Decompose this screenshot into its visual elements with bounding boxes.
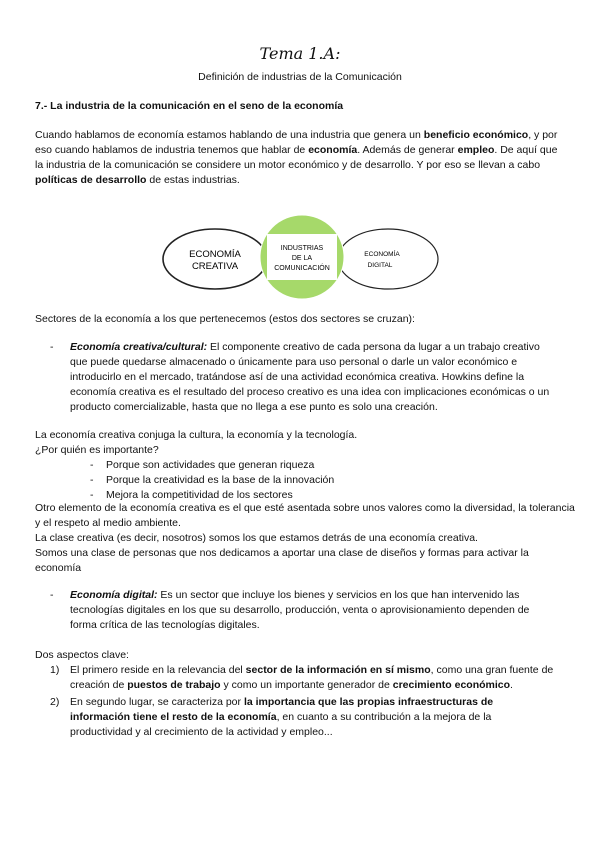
digital-economy-description: Es un sector que incluye los bienes y servicios en los que han intervenido las tecnologías digitales en los que su desarrollo, producción, venta o aprovisionamiento dependen de forma crítica de las tecnologías digitales. <box>70 589 530 631</box>
intro-bold: beneficio económico <box>423 129 529 141</box>
aspects-intro: Dos aspectos clave: <box>35 649 129 661</box>
reason-text: Porque la creatividad es la base de la innovación <box>106 474 335 486</box>
digital-economy-ellipse <box>338 229 438 289</box>
intro-bold: políticas de desarrollo <box>35 174 147 186</box>
reason-dash: - <box>90 459 94 471</box>
aspect-number: 2) <box>50 696 60 708</box>
aspect-text: En segundo lugar, se caracteriza por <box>70 696 244 708</box>
reasons-list <box>90 458 334 503</box>
aspect-item <box>50 695 555 740</box>
intro-paragraph <box>35 128 565 188</box>
aspect-text: , en cuanto a su contribución a la mejora de la productividad y al crecimiento de la actividad y empleo... <box>70 711 492 738</box>
aspect-text: . <box>510 679 513 691</box>
reason-dash: - <box>90 489 94 501</box>
digital-economy-bullet <box>50 588 555 633</box>
center-label-1: INDUSTRIAS <box>280 245 324 252</box>
aspect-item <box>50 663 555 693</box>
intro-text: , y por eso cuando hablamos de industria tenemos que hablar de <box>35 129 558 156</box>
aspect-number: 1) <box>50 664 60 676</box>
aspect-text: , como una gran fuente de creación de <box>70 664 554 691</box>
sectors-intro: Sectores de la economía a los que pertenecemos (estos dos sectores se cruzan): <box>35 313 415 325</box>
industries-diagram <box>160 214 445 304</box>
reason-text: Mejora la competitividad de los sectores <box>106 489 293 501</box>
creative-economy-text <box>70 340 555 415</box>
document-subtitle: Definición de industrias de la Comunicación <box>198 71 402 83</box>
creative-economy-bullet <box>50 340 555 415</box>
right-label-1: ECONOMÍA <box>364 251 400 258</box>
digital-economy-text <box>70 588 555 633</box>
center-label-2: DE LA <box>291 255 313 262</box>
aspect-bold: puestos de trabajo <box>127 679 221 691</box>
bullet-dash: - <box>50 589 54 601</box>
center-label-3: COMUNICACIÓN <box>274 265 330 272</box>
intro-text: Cuando hablamos de economía estamos hablando de una industria que genera un <box>35 129 424 141</box>
other-element-paragraph: Otro elemento de la economía creativa es el que esté asentada sobre unos valores como la diversidad, la tolerancia y el respeto al medio ambiente. <box>35 502 575 529</box>
left-label-2: CREATIVA <box>191 261 239 272</box>
right-label-2: DIGITAL <box>367 262 393 269</box>
bullet-dash: - <box>50 341 54 353</box>
reason-item <box>90 473 334 488</box>
reason-dash: - <box>90 474 94 486</box>
reason-text: Porque son actividades que generan riqueza <box>106 459 315 471</box>
intro-text: . De aquí que la industria de la comunicación se considere un motor económico y de desarrollo. Y por eso se llevan a cabo <box>35 144 558 171</box>
aspect-bold: la importancia que las propias infraestructuras de información tiene el resto de la economía <box>70 696 494 723</box>
intro-text: de estas industrias. <box>146 174 240 186</box>
aspect-bold: crecimiento económico <box>392 679 511 691</box>
reason-item <box>90 458 334 473</box>
creative-economy-label: Economía creativa/cultural: <box>70 341 208 353</box>
aspect-text: El primero reside en la relevancia del <box>70 664 246 676</box>
aspects-list <box>50 663 555 740</box>
aspect-text: y como un importante generador de <box>220 679 393 691</box>
intro-bold: economía <box>308 144 358 156</box>
intro-text: . Además de generar <box>357 144 458 156</box>
creative-conjuga: La economía creativa conjuga la cultura, la economía y la tecnología. <box>35 429 358 441</box>
document-title: Tema 1.A: <box>259 44 341 63</box>
section-heading: 7.- La industria de la comunicación en el seno de la economía <box>35 100 344 112</box>
left-label-1: ECONOMÍA <box>189 249 241 260</box>
digital-economy-label: Economía digital: <box>70 589 158 601</box>
creative-class-paragraph: La clase creativa (es decir, nosotros) somos los que estamos detrás de una economía creativa. <box>35 532 478 544</box>
creative-economy-description: El componente creativo de cada persona da lugar a un trabajo creativo que puede quedarse almacenado o únicamente para uso personal o darle un valor económico e introducirlo en el mercado, tratándose así de una actividad económica creativa. Howkins define la economía creativa es el resultado del proceso creativo es una idea con implicaciones económicas o un producto comercializable, hasta que no llega a ese punto es solo una creación. <box>70 341 550 413</box>
aspect-bold: sector de la información en sí mismo <box>245 664 431 676</box>
somos-paragraph: Somos una clase de personas que nos dedicamos a aportar una clase de diseños y formas para activar la economía <box>35 547 529 574</box>
intro-bold: empleo <box>457 144 495 156</box>
why-question: ¿Por quién es importante? <box>35 444 159 456</box>
